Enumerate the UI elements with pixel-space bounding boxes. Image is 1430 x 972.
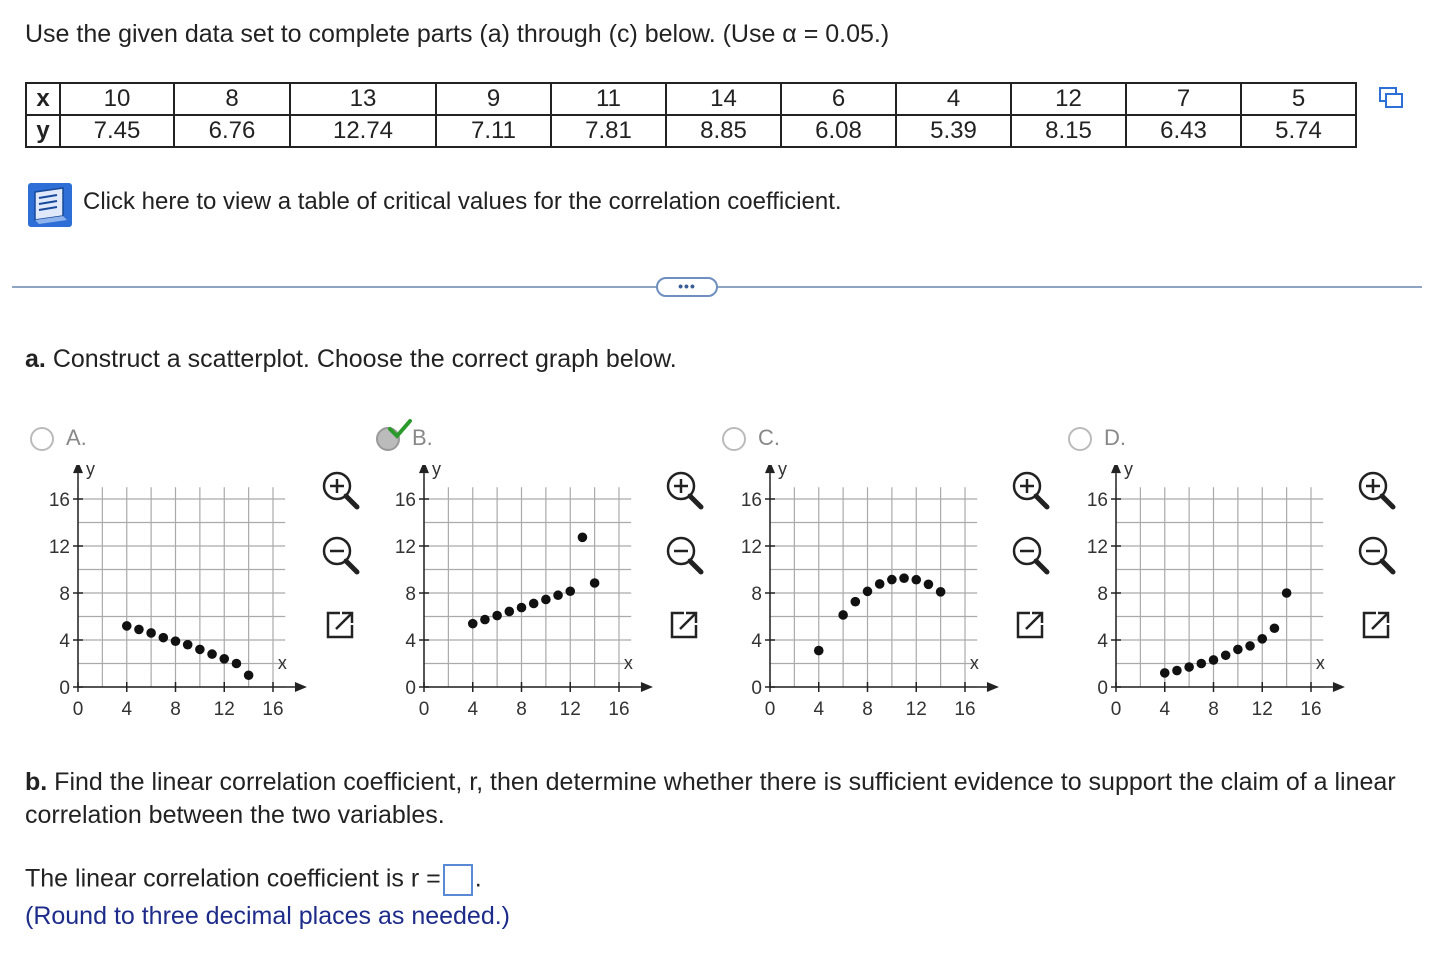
x-tick-label: 8 bbox=[1208, 699, 1219, 720]
correct-check-icon bbox=[388, 418, 412, 445]
x-cell: 12 bbox=[1011, 83, 1126, 115]
x-tick-label: 12 bbox=[213, 699, 235, 720]
x-cell: 4 bbox=[896, 83, 1011, 115]
x-cell: 10 bbox=[60, 83, 174, 115]
data-point bbox=[590, 578, 600, 588]
part-a-label: a. bbox=[25, 345, 46, 373]
option-a-label[interactable]: A. bbox=[66, 425, 87, 450]
zoom-in-icon[interactable] bbox=[1354, 468, 1398, 512]
x-tick-label: 0 bbox=[418, 699, 430, 720]
data-point bbox=[468, 619, 478, 629]
y-axis-arrow bbox=[73, 465, 83, 473]
copy-data-icon[interactable] bbox=[1378, 86, 1404, 110]
x-tick-label: 12 bbox=[1251, 699, 1273, 720]
y-cell: 7.11 bbox=[436, 115, 551, 147]
x-axis-arrow bbox=[987, 682, 999, 692]
open-graph-icon[interactable] bbox=[1008, 603, 1052, 647]
data-point bbox=[1245, 641, 1255, 651]
y-axis-label: y bbox=[432, 465, 441, 480]
x-cell: 8 bbox=[174, 83, 290, 115]
y-cell: 6.76 bbox=[174, 115, 290, 147]
data-table bbox=[25, 82, 1357, 148]
x-tick-label: 16 bbox=[1300, 699, 1322, 720]
data-point bbox=[244, 670, 254, 680]
x-axis-arrow bbox=[1333, 682, 1345, 692]
x-axis-label: x bbox=[277, 653, 287, 673]
open-graph-icon[interactable] bbox=[1354, 603, 1398, 647]
y-tick-label: 0 bbox=[751, 678, 762, 699]
x-tick-label: 0 bbox=[764, 699, 776, 720]
expand-more-button[interactable]: ••• bbox=[656, 277, 718, 297]
x-cell: 11 bbox=[551, 83, 666, 115]
part-b-label: b. bbox=[25, 768, 48, 796]
data-point bbox=[505, 607, 515, 617]
data-point bbox=[1282, 588, 1292, 598]
data-point bbox=[171, 636, 181, 646]
option-c-label[interactable]: C. bbox=[758, 425, 780, 450]
y-tick-label: 0 bbox=[1097, 678, 1108, 699]
data-point bbox=[1233, 645, 1243, 655]
y-tick-label: 4 bbox=[59, 631, 70, 652]
data-point bbox=[578, 533, 588, 543]
r-answer-line bbox=[25, 864, 482, 896]
rounding-hint: (Round to three decimal places as needed.) bbox=[25, 902, 511, 930]
x-axis-arrow bbox=[641, 682, 653, 692]
scatterplot-d bbox=[1068, 465, 1358, 725]
option-d-radio[interactable] bbox=[1068, 427, 1092, 451]
y-tick-label: 16 bbox=[740, 490, 762, 511]
data-point bbox=[517, 603, 527, 613]
y-tick-label: 0 bbox=[405, 678, 416, 699]
x-axis-label: x bbox=[969, 653, 979, 673]
open-graph-icon[interactable] bbox=[318, 603, 362, 647]
data-point bbox=[924, 580, 934, 590]
x-axis-arrow bbox=[295, 682, 307, 692]
x-cell: 7 bbox=[1126, 83, 1241, 115]
data-point bbox=[863, 587, 873, 597]
x-tick-label: 12 bbox=[559, 699, 581, 720]
zoom-out-icon[interactable] bbox=[318, 533, 362, 577]
y-row bbox=[26, 115, 1356, 147]
part-b-text: Find the linear correlation coefficient, r, then determine whether there is sufficient evidence to support the claim of a linear correlation between the two variables. bbox=[25, 768, 1396, 829]
zoom-in-icon[interactable] bbox=[318, 468, 362, 512]
x-cell: 13 bbox=[290, 83, 436, 115]
data-point bbox=[195, 645, 205, 655]
y-cell: 8.85 bbox=[666, 115, 781, 147]
scatterplot-c bbox=[722, 465, 1012, 725]
y-cell: 8.15 bbox=[1011, 115, 1126, 147]
y-cell: 5.74 bbox=[1241, 115, 1356, 147]
x-row bbox=[26, 83, 1356, 115]
y-cell: 6.43 bbox=[1126, 115, 1241, 147]
x-tick-label: 4 bbox=[813, 699, 825, 720]
data-point bbox=[159, 633, 169, 643]
data-point bbox=[146, 628, 156, 638]
y-axis-arrow bbox=[765, 465, 775, 473]
part-a-prompt bbox=[25, 345, 677, 374]
x-tick-label: 4 bbox=[1159, 699, 1171, 720]
data-point bbox=[541, 595, 551, 605]
data-point bbox=[553, 590, 563, 600]
zoom-in-icon[interactable] bbox=[1008, 468, 1052, 512]
y-tick-label: 8 bbox=[1097, 584, 1108, 605]
y-tick-label: 12 bbox=[740, 537, 762, 558]
data-point bbox=[134, 625, 144, 635]
y-axis-arrow bbox=[419, 465, 429, 473]
data-point bbox=[529, 599, 539, 609]
x-cell: 6 bbox=[781, 83, 896, 115]
r-prompt: The linear correlation coefficient is r = bbox=[25, 864, 441, 893]
x-tick-label: 4 bbox=[121, 699, 133, 720]
r-suffix: . bbox=[474, 864, 482, 893]
data-point bbox=[1172, 666, 1182, 676]
data-point bbox=[1197, 659, 1207, 669]
y-tick-label: 12 bbox=[1086, 537, 1108, 558]
data-point bbox=[492, 611, 502, 621]
y-tick-label: 8 bbox=[405, 584, 416, 605]
textbook-icon[interactable] bbox=[27, 182, 73, 228]
data-point bbox=[887, 575, 897, 585]
y-tick-label: 4 bbox=[405, 631, 416, 652]
data-point bbox=[183, 640, 193, 650]
x-tick-label: 0 bbox=[72, 699, 84, 720]
data-point bbox=[838, 610, 848, 620]
data-point bbox=[899, 573, 909, 583]
data-point bbox=[1209, 655, 1219, 665]
data-point bbox=[1270, 623, 1280, 633]
x-tick-label: 4 bbox=[467, 699, 479, 720]
x-tick-label: 0 bbox=[1110, 699, 1122, 720]
data-point bbox=[122, 621, 132, 631]
problem-intro: Use the given data set to complete parts (a) through (c) below. (Use α = 0.05.) bbox=[25, 20, 890, 48]
part-b-prompt bbox=[25, 766, 1415, 832]
x-tick-label: 8 bbox=[516, 699, 527, 720]
y-cell: 12.74 bbox=[290, 115, 436, 147]
y-axis-label: y bbox=[1124, 465, 1133, 480]
x-tick-label: 16 bbox=[954, 699, 976, 720]
data-point bbox=[1184, 662, 1194, 672]
y-tick-label: 16 bbox=[394, 490, 416, 511]
data-point bbox=[814, 646, 824, 656]
x-tick-label: 8 bbox=[170, 699, 181, 720]
y-tick-label: 4 bbox=[1097, 631, 1108, 652]
x-tick-label: 12 bbox=[905, 699, 927, 720]
data-point bbox=[875, 579, 885, 589]
y-axis-label: y bbox=[86, 465, 95, 480]
data-point bbox=[1257, 634, 1267, 644]
critical-values-link[interactable]: Click here to view a table of critical values for the correlation coefficient. bbox=[83, 188, 842, 215]
data-point bbox=[480, 615, 490, 625]
x-cell: 14 bbox=[666, 83, 781, 115]
part-a-text: Construct a scatterplot. Choose the correct graph below. bbox=[52, 345, 677, 373]
y-tick-label: 8 bbox=[59, 584, 70, 605]
data-point bbox=[565, 586, 575, 596]
x-cell: 5 bbox=[1241, 83, 1356, 115]
option-b-label[interactable]: B. bbox=[412, 425, 433, 450]
x-row-label: x bbox=[26, 83, 60, 115]
scatterplot-b bbox=[376, 465, 666, 725]
y-tick-label: 16 bbox=[1086, 490, 1108, 511]
y-tick-label: 16 bbox=[48, 490, 70, 511]
y-tick-label: 12 bbox=[394, 537, 416, 558]
y-cell: 7.45 bbox=[60, 115, 174, 147]
option-a-radio[interactable] bbox=[30, 427, 54, 451]
x-tick-label: 16 bbox=[608, 699, 630, 720]
data-point bbox=[1160, 668, 1170, 678]
y-cell: 5.39 bbox=[896, 115, 1011, 147]
y-tick-label: 12 bbox=[48, 537, 70, 558]
y-row-label: y bbox=[26, 115, 60, 147]
zoom-out-icon[interactable] bbox=[662, 533, 706, 577]
y-tick-label: 8 bbox=[751, 584, 762, 605]
option-d-label[interactable]: D. bbox=[1104, 425, 1126, 450]
r-answer-input[interactable] bbox=[443, 864, 473, 896]
x-axis-label: x bbox=[1315, 653, 1325, 673]
y-cell: 6.08 bbox=[781, 115, 896, 147]
data-point bbox=[936, 587, 946, 597]
data-point bbox=[232, 659, 242, 669]
data-point bbox=[1221, 650, 1231, 660]
data-point bbox=[207, 649, 217, 659]
y-axis-label: y bbox=[778, 465, 787, 480]
x-tick-label: 8 bbox=[862, 699, 873, 720]
scatterplot-a bbox=[30, 465, 320, 725]
x-cell: 9 bbox=[436, 83, 551, 115]
data-point bbox=[911, 575, 921, 585]
data-point bbox=[851, 597, 861, 607]
zoom-in-icon[interactable] bbox=[662, 468, 706, 512]
x-axis-label: x bbox=[623, 653, 633, 673]
zoom-out-icon[interactable] bbox=[1354, 533, 1398, 577]
option-c-radio[interactable] bbox=[722, 427, 746, 451]
y-tick-label: 0 bbox=[59, 678, 70, 699]
y-axis-arrow bbox=[1111, 465, 1121, 473]
data-point bbox=[219, 654, 229, 664]
y-cell: 7.81 bbox=[551, 115, 666, 147]
zoom-out-icon[interactable] bbox=[1008, 533, 1052, 577]
x-tick-label: 16 bbox=[262, 699, 284, 720]
open-graph-icon[interactable] bbox=[662, 603, 706, 647]
y-tick-label: 4 bbox=[751, 631, 762, 652]
